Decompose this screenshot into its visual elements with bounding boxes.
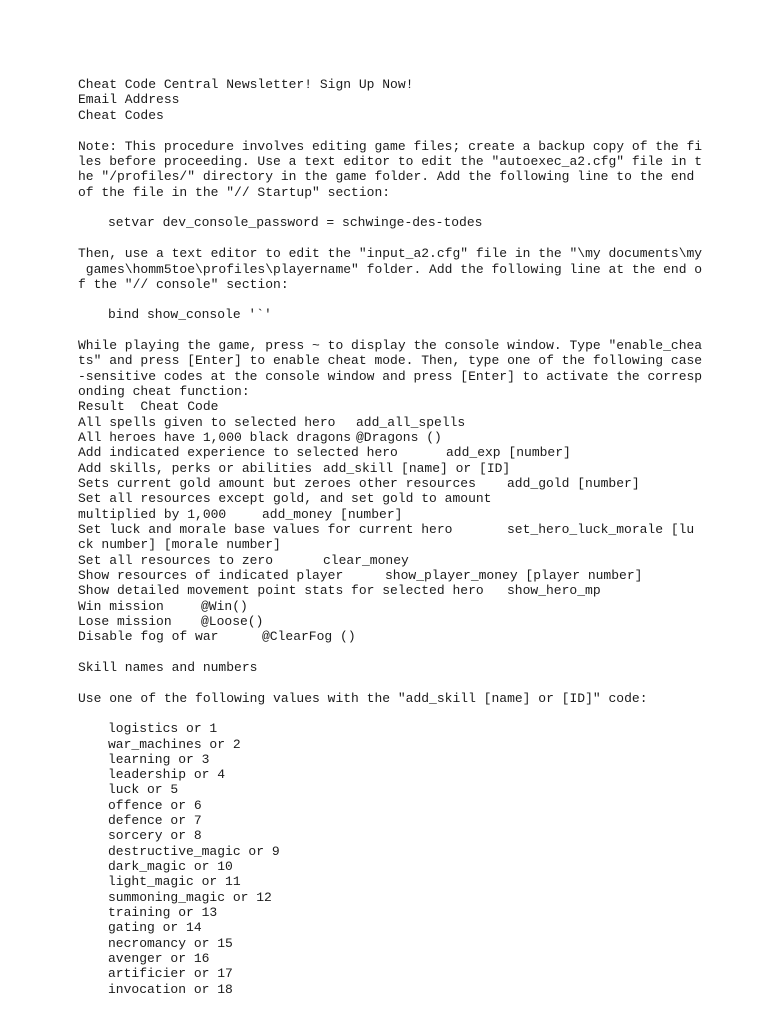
then-line: Then, use a text editor to edit the "input_a2.cfg" file in the "\my documents\my	[78, 246, 703, 261]
cheat-code: @Loose()	[201, 614, 264, 629]
cheat-row	[78, 476, 640, 491]
cheat-code: show_player_money [player number]	[385, 568, 643, 583]
cheat-code: add_gold [number]	[507, 476, 640, 491]
cheat-result: Sets current gold amount but zeroes other resources	[78, 476, 476, 491]
cheat-row	[78, 445, 571, 460]
skills-heading: Skill names and numbers	[78, 660, 258, 675]
while-line: ts" and press [Enter] to enable cheat mode. Then, type one of the following case	[78, 353, 703, 368]
skill-item: offence or 6	[108, 798, 202, 813]
cheat-row	[78, 415, 466, 430]
cheat-row	[78, 553, 409, 568]
cheat-code: @ClearFog ()	[262, 629, 356, 644]
skill-item: dark_magic or 10	[108, 859, 233, 874]
cheat-row	[78, 430, 442, 445]
cheat-result: multiplied by 1,000	[78, 507, 227, 522]
cheat-code: add_skill [name] or [ID]	[323, 461, 511, 476]
cheat-result: Add skills, perks or abilities	[78, 461, 313, 476]
skill-item: training or 13	[108, 905, 218, 920]
cheat-row	[78, 522, 695, 537]
cheat-code: @Dragons ()	[356, 430, 442, 445]
skill-item: necromancy or 15	[108, 936, 233, 951]
cheat-row	[78, 568, 643, 583]
cheat-code: set_hero_luck_morale [lu	[507, 522, 695, 537]
skill-item: summoning_magic or 12	[108, 890, 272, 905]
cheat-result: Add indicated experience to selected hero	[78, 445, 398, 460]
cheat-code: @Win()	[201, 599, 248, 614]
cheat-code: add_money [number]	[262, 507, 403, 522]
cheat-row	[78, 507, 403, 522]
skills-intro: Use one of the following values with the "add_skill [name] or [ID]" code:	[78, 691, 648, 706]
skill-item: logistics or 1	[108, 721, 218, 736]
cheat-table-header: Result Cheat Code	[78, 399, 219, 414]
cheat-result: Win mission	[78, 599, 164, 614]
while-line: -sensitive codes at the console window and press [Enter] to activate the corresp	[78, 369, 703, 384]
cheat-row	[78, 537, 281, 552]
skill-item: leadership or 4	[108, 767, 226, 782]
skill-item: destructive_magic or 9	[108, 844, 280, 859]
newsletter-heading: Cheat Code Central Newsletter! Sign Up Now!	[78, 77, 414, 92]
cheat-result: Set all resources to zero	[78, 553, 274, 568]
while-line: While playing the game, press ~ to display the console window. Type "enable_chea	[78, 338, 703, 353]
skill-item: learning or 3	[108, 752, 210, 767]
note-line: of the file in the "// Startup" section:	[78, 185, 391, 200]
cheat-row	[78, 629, 356, 644]
cheat-code: add_exp [number]	[446, 445, 571, 460]
cheat-codes-label: Cheat Codes	[78, 108, 164, 123]
skill-item: defence or 7	[108, 813, 202, 828]
skill-item: artificier or 17	[108, 966, 233, 981]
cheat-result: ck number] [morale number]	[78, 537, 281, 552]
cheat-result: Show resources of indicated player	[78, 568, 344, 583]
cheat-result: Set all resources except gold, and set gold to amount	[78, 491, 492, 506]
cheat-row	[78, 461, 511, 476]
then-line: f the "// console" section:	[78, 277, 289, 292]
cheat-result: Disable fog of war	[78, 629, 219, 644]
cheat-result: Set luck and morale base values for current hero	[78, 522, 453, 537]
while-line: onding cheat function:	[78, 384, 250, 399]
email-address-label: Email Address	[78, 92, 180, 107]
note-line: he "/profiles/" directory in the game folder. Add the following line to the end	[78, 169, 695, 184]
note-line: Note: This procedure involves editing game files; create a backup copy of the fi	[78, 139, 703, 154]
cheat-row	[78, 614, 264, 629]
bind-code-line: bind show_console '`'	[108, 307, 272, 322]
cheat-row	[78, 491, 491, 506]
setvar-code-line: setvar dev_console_password = schwinge-des-todes	[108, 215, 483, 230]
cheat-code: add_all_spells	[356, 415, 466, 430]
cheat-result: Show detailed movement point stats for selected hero	[78, 583, 484, 598]
cheat-row	[78, 599, 248, 614]
skill-item: gating or 14	[108, 920, 202, 935]
cheat-result: Lose mission	[78, 614, 172, 629]
skill-item: war_machines or 2	[108, 737, 241, 752]
cheat-result: All spells given to selected hero	[78, 415, 336, 430]
cheat-result: All heroes have 1,000 black dragons	[78, 430, 352, 445]
cheat-code: show_hero_mp	[507, 583, 601, 598]
skill-item: sorcery or 8	[108, 828, 202, 843]
skill-item: avenger or 16	[108, 951, 210, 966]
note-line: les before proceeding. Use a text editor to edit the "autoexec_a2.cfg" file in t	[78, 154, 703, 169]
skill-item: light_magic or 11	[108, 874, 241, 889]
cheat-code: clear_money	[323, 553, 409, 568]
skill-item: invocation or 18	[108, 982, 233, 997]
then-line: games\homm5toe\profiles\playername" folder. Add the following line at the end o	[78, 262, 703, 277]
skill-item: luck or 5	[108, 782, 179, 797]
cheat-row	[78, 583, 601, 598]
